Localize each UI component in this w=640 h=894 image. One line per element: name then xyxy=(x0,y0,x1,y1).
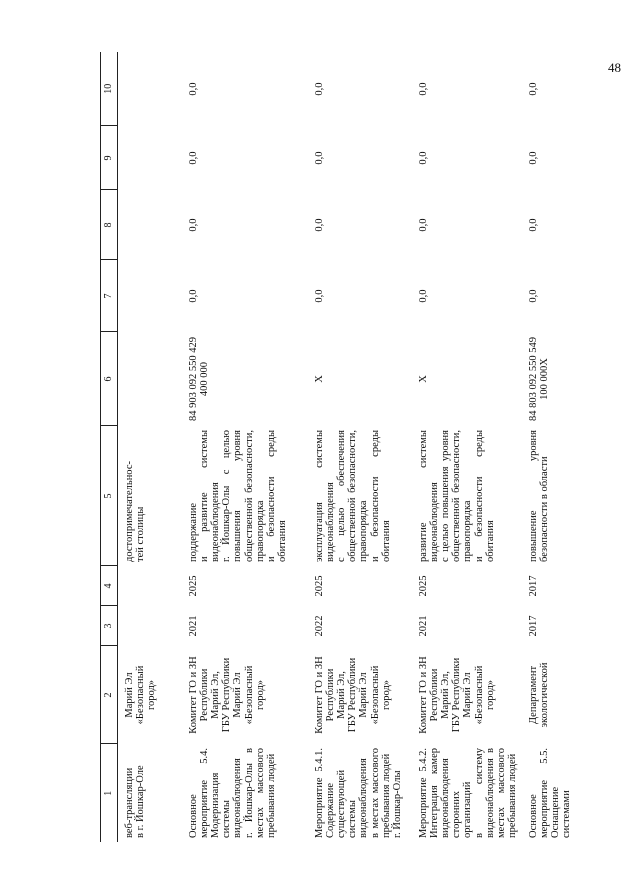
column-header: 4 xyxy=(101,566,118,606)
expected-result-cell: поддержание и развитие системы видеонаблюдения г. Йошкар-Олы с целью повышения уровня общественной безопасности, правопорядка и безопасности среды обитания xyxy=(187,430,289,562)
value-cell: 0,0 xyxy=(313,151,325,165)
rotated-table-container xyxy=(100,52,640,842)
column-header: 9 xyxy=(101,126,118,190)
value-cell: 0,0 xyxy=(313,289,325,303)
value-cell: 0,0 xyxy=(527,218,539,232)
table-row xyxy=(308,52,412,842)
value-cell xyxy=(118,126,182,190)
value-cell: 0,0 xyxy=(417,82,429,96)
column-number-header xyxy=(101,52,118,842)
budget-code-cell xyxy=(118,332,182,426)
page-number: 48 xyxy=(608,60,621,75)
start-year-cell: 2021 xyxy=(417,615,429,637)
column-header: 3 xyxy=(101,606,118,646)
executor-cell: Комитет ГО и ЗН Республики Марий Эл, ГБУ Республики Марий Эл «Безопасный город» xyxy=(417,656,496,734)
column-header: 10 xyxy=(101,52,118,126)
value-cell: 0,0 xyxy=(417,151,429,165)
table-row xyxy=(118,52,182,842)
executor-cell: Департамент экологической xyxy=(527,662,550,728)
end-year-cell: 2025 xyxy=(187,575,199,597)
start-year-cell: 2017 xyxy=(527,615,539,637)
value-cell: 0,0 xyxy=(187,151,199,165)
column-header: 7 xyxy=(101,260,118,332)
activity-name-cell: Основное мероприятие 5.4. Модернизация системы видеонаблюдения г. Йошкар-Олы в местах массового пребывания людей xyxy=(187,748,277,838)
value-cell: 0,0 xyxy=(417,289,429,303)
executor-cell: Комитет ГО и ЗН Республики Марий Эл, ГБУ Республики Марий Эл «Безопасный город» xyxy=(313,656,392,734)
value-cell: 0,0 xyxy=(417,218,429,232)
expected-result-cell: эксплуатация системы видеонаблюдения с целью обеспечения общественной безопасности, правопорядка и безопасности среды обитания xyxy=(313,430,392,562)
budget-code-cell: X xyxy=(313,375,325,383)
activity-name-cell: веб-трансляции в г. Йошкар-Оле xyxy=(124,765,147,838)
activity-name-cell: Мероприятие 5.4.2. Интеграция камер видеонаблюдения сторонних организаций в систему видеонаблюдения в местах массового пребывания людей xyxy=(417,748,519,838)
end-year-cell xyxy=(118,566,182,606)
column-header: 5 xyxy=(101,426,118,566)
value-cell: 0,0 xyxy=(527,82,539,96)
table-row xyxy=(412,52,522,842)
value-cell: 0,0 xyxy=(527,151,539,165)
end-year-cell: 2025 xyxy=(417,575,429,597)
start-year-cell: 2022 xyxy=(313,615,325,637)
value-cell: 0,0 xyxy=(187,218,199,232)
expected-result-cell: достопримечательнос- тей столицы xyxy=(124,461,147,562)
expected-result-cell: повышение уровня безопасности в области xyxy=(527,430,550,562)
program-table xyxy=(100,52,574,842)
table-row xyxy=(182,52,308,842)
end-year-cell: 2017 xyxy=(527,575,539,597)
end-year-cell: 2025 xyxy=(313,575,325,597)
value-cell: 0,0 xyxy=(527,289,539,303)
value-cell: 0,0 xyxy=(313,82,325,96)
value-cell xyxy=(118,52,182,126)
activity-name-cell: Мероприятие 5.4.1. Содержание существующей системы видеонаблюдения в местах массового пребывания людей г. Йошкар-Олы xyxy=(313,748,403,838)
expected-result-cell: развитие системы видеонаблюдения с целью повышения уровня общественной безопасности, правопорядка и безопасности среды обитания xyxy=(417,430,496,562)
table-row xyxy=(522,52,575,842)
budget-code-cell: X xyxy=(417,375,429,383)
value-cell xyxy=(118,260,182,332)
column-header: 8 xyxy=(101,190,118,260)
activity-name-cell: Основное мероприятие 5.5. Оснащение системами xyxy=(527,748,573,838)
value-cell: 0,0 xyxy=(187,82,199,96)
column-header: 1 xyxy=(101,744,118,842)
value-cell: 0,0 xyxy=(187,289,199,303)
start-year-cell xyxy=(118,606,182,646)
column-header: 2 xyxy=(101,646,118,744)
value-cell: 0,0 xyxy=(313,218,325,232)
executor-cell: Марий Эл «Безопасный город» xyxy=(124,665,158,725)
executor-cell: Комитет ГО и ЗН Республики Марий Эл, ГБУ Республики Марий Эл «Безопасный город» xyxy=(187,656,266,734)
value-cell xyxy=(118,190,182,260)
start-year-cell: 2021 xyxy=(187,615,199,637)
budget-code-cell: 84 803 092 550 549 100 000X xyxy=(527,337,550,421)
column-header: 6 xyxy=(101,332,118,426)
budget-code-cell: 84 903 092 550 429 400 000 xyxy=(187,337,210,421)
